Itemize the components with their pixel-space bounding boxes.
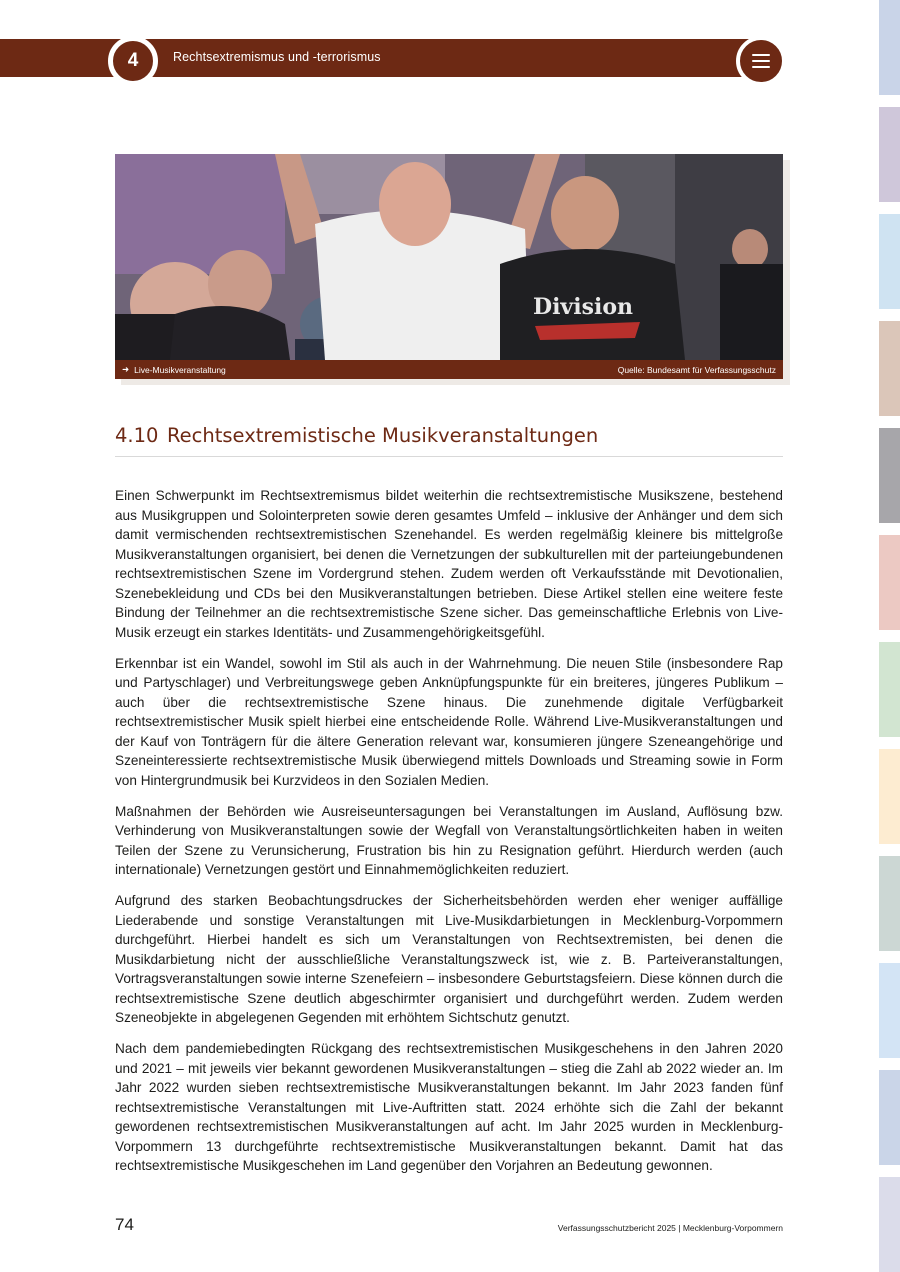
side-tab-11[interactable] xyxy=(879,1070,900,1165)
section-heading xyxy=(115,424,783,447)
shirt-text: Division xyxy=(533,294,633,320)
side-tab-6[interactable] xyxy=(879,535,900,630)
body-text xyxy=(115,486,783,1187)
paragraph: Maßnahmen der Behörden wie Ausreiseuntersagungen bei Veranstaltungen im Ausland, Auflösung bzw. Verhinderung von Musikveranstaltungen sowie der Wegfall von Veranstaltungsörtlichkeiten haben in weiten Teilen der Szene zu Verunsicherung, Frustration bis hin zu Resignation geführt. Hierdurch werden (auch internationale) Vernetzungen gestört und Einnahmemöglichkeiten reduziert. xyxy=(115,803,783,877)
side-tab-3[interactable] xyxy=(879,214,900,309)
section-number: 4.10 xyxy=(115,424,159,447)
side-tab-9[interactable] xyxy=(879,856,900,951)
page-number: 74 xyxy=(115,1215,134,1234)
side-tab-1[interactable] xyxy=(879,0,900,95)
side-chapter-tabs xyxy=(879,0,900,1272)
chapter-number: 4 xyxy=(127,50,139,71)
photo-caption-text: Live-Musikveranstaltung xyxy=(134,364,226,375)
side-tab-5[interactable] xyxy=(879,428,900,523)
side-tab-4[interactable] xyxy=(879,321,900,416)
footer-publication: Verfassungsschutzbericht 2025 | Mecklenburg-Vorpommern xyxy=(557,1223,783,1233)
side-tab-8[interactable] xyxy=(879,749,900,844)
photo-caption xyxy=(122,364,226,375)
chapter-title: Rechtsextremismus und -terrorismus xyxy=(173,50,381,64)
side-tab-7[interactable] xyxy=(879,642,900,737)
side-tab-2[interactable] xyxy=(879,107,900,202)
photo-source: Quelle: Bundesamt für Verfassungsschutz xyxy=(617,364,776,375)
paragraph: Erkennbar ist ein Wandel, sowohl im Stil als auch in der Wahrnehmung. Die neuen Stile (insbesondere Rap und Partyschlager) und Verbreitungswege geben Anknüpfungspunkte für ein breiteres, jüngeres Publikum – auch über die rechtsextremistische Szene hinaus. Die zunehmende digitale Verfügbarkeit rechtsextremistischer Musik spielt hierbei eine entscheidende Rolle. Während Live-Musikveranstaltungen und der Kauf von Tonträgern für die ältere Generation relevant war, konsumieren jüngere Szeneangehörige und Szeneinteressierte rechtsextremistische Musik überwiegend mittels Downloads und Streaming sowie in Form von Hintergrundmusik bei Kurzvideos in den Sozialen Medien. xyxy=(115,655,783,788)
side-tab-10[interactable] xyxy=(879,963,900,1058)
paragraph: Nach dem pandemiebedingten Rückgang des rechtsextremistischen Musikgeschehens in den Jahren 2020 und 2021 – mit jeweils vier bekannt gewordenen Musikveranstaltungen – stieg die Zahl ab 2022 wieder an. Im Jahr 2022 wurden sieben rechtsextremistische Musikveranstaltungen bekannt. Im Jahr 2023 fanden fünf rechtsextremistische Veranstaltungen mit Live-Auftritten statt. 2024 erhöhte sich die Zahl der bekannt gewordenen rechtsextremistischen Musikveranstaltungen auf acht. Im Jahr 2025 wurden in Mecklenburg-Vorpommern 13 durchgeführte rechtsextremistische Musikveranstaltungen bekannt. Damit hat das rechtsextremistische Musikgeschehen im Land gegenüber den Vorjahren an Bedeutung gewonnen. xyxy=(115,1041,783,1173)
photo-caption-bar xyxy=(115,360,783,379)
paragraph: Aufgrund des starken Beobachtungsdruckes der Sicherheitsbehörden werden eher weniger auffällige Liederabende und sonstige Veranstaltungen mit Live-Musikdarbietungen in Mecklenburg-Vorpommern durchgeführt. Hierbei handelt es sich um Veranstaltungen von Rechtsextremisten, bei denen die Musikdarbietung nicht der ausschließliche Veranstaltungszweck ist, wie z. B. Parteiveranstaltungen, Vortragsveranstaltungen sowie interne Szenefeiern – insbesondere Geburtstagsfeiern. Diese können durch die rechtsextremistische Szene deutlich abgeschirmter organisiert und durchgeführt werden. Zudem werden Szeneobjekte in abgelegenen Gegenden mit erhöhtem Sichtschutz genutzt. xyxy=(115,893,783,1025)
chapter-number-badge xyxy=(108,36,158,86)
section-title: Rechtsextremistische Musikveranstaltungen xyxy=(167,424,599,447)
concert-photo xyxy=(115,154,783,360)
side-tab-12[interactable] xyxy=(879,1177,900,1272)
hamburger-icon[interactable] xyxy=(736,36,786,86)
paragraph: Einen Schwerpunkt im Rechtsextremismus bildet weiterhin die rechtsextremistische Musikszene, bestehend aus Musikgruppen und Solointerpreten sowie deren gesamtes Umfeld – inklusive der Anhänger und dem sich damit vermischenden rechtsextremistischen Szenehandel. Es werden regelmäßig kleinere bis mittelgroße Musikveranstaltungen organisiert, bei denen die Vernetzungen der subkulturellen mit der parteiungebundenen rechtsextremistischen Szene im Vordergrund stehen. Zudem werden oft Verkaufsstände mit Devotionalien, Szenebekleidung und CDs bei den Musikveranstaltungen betrieben. Diese Artikel stellen eine weitere feste Bindung der Teilnehmer an die rechtsextremistische Szene sicher. Das gemeinschaftliche Erlebnis von Live-Musik erzeugt ein starkes Identitäts- und Zusammengehörigkeitsgefühl. xyxy=(115,488,783,640)
concert-photo-illustration xyxy=(115,154,783,360)
section-divider xyxy=(115,456,783,457)
arrow-right-icon: ➜ xyxy=(122,364,130,374)
